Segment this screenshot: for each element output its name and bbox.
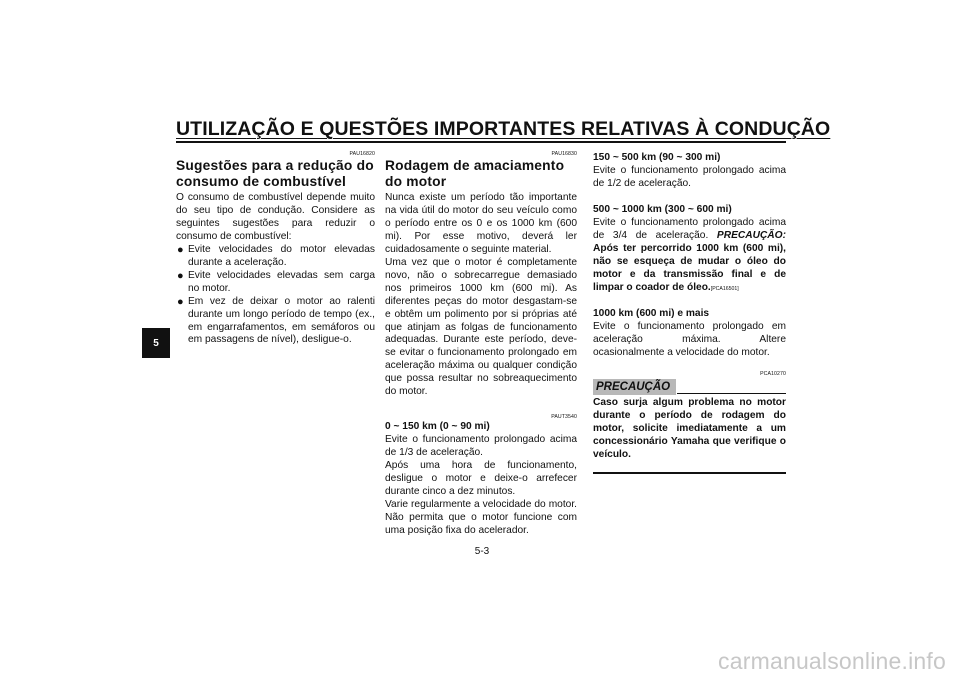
bullet-icon: ● [177,295,184,308]
column-break-in-continued [593,150,786,474]
title-rule [176,141,786,143]
subheading-1000-plus: 1000 km (600 mi) e mais [593,308,710,320]
inline-caution-label: PRECAUÇÃO: [716,229,786,241]
inline-code: [PCA16501] [710,285,739,292]
chapter-tab: 5 [142,328,170,358]
text-500-1000: Evite o funcionamento prolongado acima de 3/4 de aceleração. PRECAUÇÃO: Após ter percorrido 1000 km (600 mi), não se esqueça de mudar o óleo do motor e da transmissão final e de limpar o coador de óleo.[PCA16501] [593,216,786,293]
text-1000-plus: Evite o funcionamento prolongado em aceleração máxima. Altere ocasionalmente a velocidade do motor. [593,321,786,359]
section-code: PAU16830 [551,151,577,157]
caution-end-rule [593,472,786,474]
column-break-in [385,150,577,538]
section-code: PAU16820 [349,151,375,157]
caution-code: PCA10270 [760,371,786,378]
subheading-500-1000: 500 ~ 1000 km (300 ~ 600 mi) [593,203,732,215]
subheading-150-500: 150 ~ 500 km (90 ~ 300 mi) [593,152,721,163]
caution-rule [677,393,786,394]
section-code: PAUT3540 [551,414,577,421]
list-item: ● Em vez de deixar o motor ao ralenti durante um longo período de tempo (ex., em engarrafamentos, em semáforos ou em passagens de nível), desligue-o. [177,295,375,346]
caution-header [593,379,786,395]
text-0-150-c: Varie regularmente a velocidade do motor. Não permita que o motor funcione com uma posição fixa do acelerador. [385,498,577,536]
section-title-fuel: Sugestões para a redução do consumo de combustível [176,158,374,189]
list-item: ● Evite velocidades elevadas sem carga no motor. [177,269,375,294]
text-0-150-a: Evite o funcionamento prolongado acima de 1/3 de aceleração. [385,434,577,459]
page-title: UTILIZAÇÃO E QUESTÕES IMPORTANTES RELATIVAS À CONDUÇÃO [176,118,831,140]
text-0-150-b: Após uma hora de funcionamento, desligue o motor e deixe-o arrefecer durante cinco a dez minutos. [385,460,577,498]
text-150-500: Evite o funcionamento prolongado acima de 1/2 de aceleração. [593,164,786,189]
bullet-icon: ● [177,269,184,282]
caution-label: PRECAUÇÃO [593,379,676,395]
break-in-para-1: Nunca existe um período tão importante na vida útil do motor do seu veículo como o período entre os 0 e os 1000 km (600 mi). Por esse motivo, deverá ler cuidadosamente o seguinte material. [385,192,577,255]
watermark: carmanualsonline.info [718,648,946,674]
section-title-break-in: Rodagem de amaciamento do motor [385,158,565,189]
bullet-icon: ● [177,243,184,256]
break-in-para-2: Uma vez que o motor é completamente novo, não o sobrecarregue demasiado nos primeiros 1000 km (600 mi). As diferentes peças do motor desgastam-se e obtêm um polimento por si próprias até que atinjam as folgas de funcionamento adequadas. Durante este período, deve-se evitar o funcionamento prolongado em aceleração máxima ou qualquer condição que possa resultar no sobreaquecimento do motor. [385,256,577,398]
inline-caution-text: Após ter percorrido 1000 km (600 mi), não se esqueça de mudar o óleo do motor e da transmissão final e de limpar o coador de óleo. [593,242,786,293]
fuel-intro: O consumo de combustível depende muito do seu tipo de condução. Considere as seguintes sugestões para reduzir o consumo de combustível: [176,192,375,242]
list-item: ● Evite velocidades do motor elevadas durante a aceleração. [177,243,375,268]
page-number: 5-3 [474,546,490,557]
column-fuel-tips [176,150,375,347]
subheading-0-150: 0 ~ 150 km (0 ~ 90 mi) [385,421,490,433]
caution-text: Caso surja algum problema no motor durante o período de rodagem do motor, solicite imediatamente a um concessionário Yamaha que verifique o veículo. [593,397,786,461]
fuel-tips-list [176,244,375,348]
